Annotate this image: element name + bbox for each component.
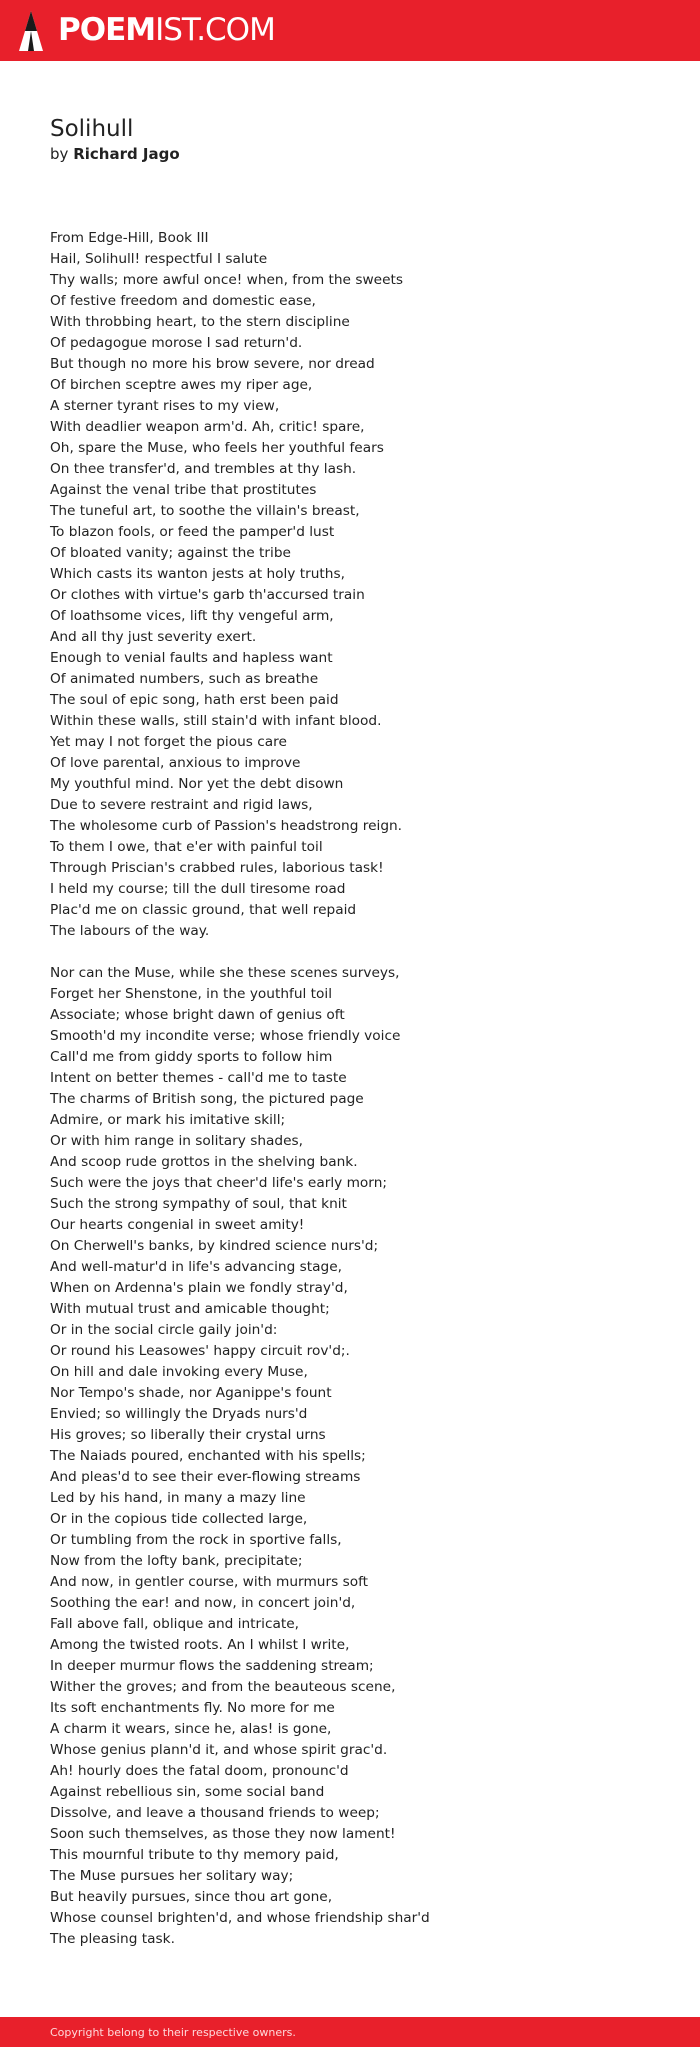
poem-line: Or tumbling from the rock in sportive falls, <box>50 1532 342 1548</box>
poem-line: Of love parental, anxious to improve <box>50 755 301 771</box>
poem-line: Whose genius plann'd it, and whose spirit grac'd. <box>50 1742 388 1758</box>
poem-line: Led by his hand, in many a mazy line <box>50 1490 306 1506</box>
poem-line: The wholesome curb of Passion's headstrong reign. <box>50 818 403 834</box>
poem-line: To blazon fools, or feed the pamper'd lust <box>50 524 335 540</box>
poem-line: Smooth'd my incondite verse; whose friendly voice <box>50 1028 401 1044</box>
poem-line: And now, in gentler course, with murmurs soft <box>50 1574 369 1590</box>
site-logo-link[interactable] <box>18 10 275 52</box>
poem-line: A sterner tyrant rises to my view, <box>50 398 280 414</box>
poem-title: Solihull <box>50 116 134 142</box>
poem-line: And all thy just severity exert. <box>50 629 257 645</box>
poem-line: A charm it wears, since he, alas! is gone, <box>50 1721 332 1737</box>
site-header <box>0 0 700 61</box>
poem-line: Soothing the ear! and now, in concert join'd, <box>50 1595 356 1611</box>
poem-line: Thy walls; more awful once! when, from the sweets <box>50 272 403 288</box>
poem-line: The tuneful art, to soothe the villain's breast, <box>50 503 360 519</box>
poem-line: Such were the joys that cheer'd life's early morn; <box>50 1175 387 1191</box>
poem-line: Now from the lofty bank, precipitate; <box>50 1553 303 1569</box>
site-footer <box>0 2017 700 2047</box>
poem-byline <box>50 144 650 164</box>
poem-line: And pleas'd to see their ever-flowing streams <box>50 1469 361 1485</box>
poem-stanza <box>50 228 650 942</box>
poem-line: Through Priscian's crabbed rules, laborious task! <box>50 860 384 876</box>
pen-nib-icon <box>18 10 44 52</box>
poem-line: Among the twisted roots. An I whilst I write, <box>50 1637 350 1653</box>
copyright-notice: Copyright belong to their respective owners. <box>50 2025 296 2039</box>
poem-container <box>50 114 650 1971</box>
poem-line: Nor Tempo's shade, nor Aganippe's fount <box>50 1385 332 1401</box>
poem-line: Within these walls, still stain'd with infant blood. <box>50 713 382 729</box>
poem-line: Dissolve, and leave a thousand friends to weep; <box>50 1805 380 1821</box>
poem-line: The Muse pursues her solitary way; <box>50 1868 294 1884</box>
poem-line: But though no more his brow severe, nor dread <box>50 356 375 372</box>
poem-line: This mournful tribute to thy memory paid, <box>50 1847 339 1863</box>
site-logo-text <box>58 12 275 48</box>
poem-line: Such the strong sympathy of soul, that knit <box>50 1196 347 1212</box>
poem-line: The soul of epic song, hath erst been paid <box>50 692 339 708</box>
poem-line: On hill and dale invoking every Muse, <box>50 1364 308 1380</box>
poem-line: When on Ardenna's plain we fondly stray'd, <box>50 1280 348 1296</box>
poem-line: Plac'd me on classic ground, that well repaid <box>50 902 357 918</box>
poem-stanza <box>50 963 650 1950</box>
poem-line: Or round his Leasowes' happy circuit rov'd;. <box>50 1343 350 1359</box>
logo-bold-part: POEM <box>58 12 156 48</box>
poem-line: Of festive freedom and domestic ease, <box>50 293 316 309</box>
poem-line: On thee transfer'd, and trembles at thy lash. <box>50 461 357 477</box>
poem-line: To them I owe, that e'er with painful toil <box>50 839 323 855</box>
poem-body <box>50 228 650 1950</box>
poem-line: Against the venal tribe that prostitutes <box>50 482 317 498</box>
poem-line: Or clothes with virtue's garb th'accursed train <box>50 587 365 603</box>
poem-line: Call'd me from giddy sports to follow him <box>50 1049 333 1065</box>
poem-line: Forget her Shenstone, in the youthful toil <box>50 986 333 1002</box>
logo-light-part: IST.COM <box>155 12 275 48</box>
poem-line: Fall above fall, oblique and intricate, <box>50 1616 300 1632</box>
poem-line: Hail, Solihull! respectful I salute <box>50 251 268 267</box>
poem-line: Admire, or mark his imitative skill; <box>50 1112 286 1128</box>
poem-line: Of birchen sceptre awes my riper age, <box>50 377 313 393</box>
poem-line: Of animated numbers, such as breathe <box>50 671 319 687</box>
poem-line: And well-matur'd in life's advancing stage, <box>50 1259 342 1275</box>
poem-line: Of loathsome vices, lift thy vengeful arm, <box>50 608 334 624</box>
poem-line: Oh, spare the Muse, who feels her youthful fears <box>50 440 384 456</box>
poem-line: I held my course; till the dull tiresome road <box>50 881 346 897</box>
poem-line: Associate; whose bright dawn of genius oft <box>50 1007 345 1023</box>
poem-line: Wither the groves; and from the beauteous scene, <box>50 1679 396 1695</box>
poem-line: The labours of the way. <box>50 923 210 939</box>
poem-line: Or in the social circle gaily join'd: <box>50 1322 278 1338</box>
poem-line: My youthful mind. Nor yet the debt disown <box>50 776 344 792</box>
poem-line: With deadlier weapon arm'd. Ah, critic! spare, <box>50 419 365 435</box>
poem-line: The Naiads poured, enchanted with his spells; <box>50 1448 366 1464</box>
poem-line: In deeper murmur flows the saddening stream; <box>50 1658 374 1674</box>
poem-line: Soon such themselves, as those they now lament! <box>50 1826 396 1842</box>
poem-line: Our hearts congenial in sweet amity! <box>50 1217 305 1233</box>
poem-line: On Cherwell's banks, by kindred science nurs'd; <box>50 1238 379 1254</box>
poem-line: And scoop rude grottos in the shelving bank. <box>50 1154 358 1170</box>
by-label: by <box>50 145 69 163</box>
poem-line: Or with him range in solitary shades, <box>50 1133 304 1149</box>
poem-line: Intent on better themes - call'd me to taste <box>50 1070 347 1086</box>
poem-line: With throbbing heart, to the stern discipline <box>50 314 350 330</box>
poem-line: Envied; so willingly the Dryads nurs'd <box>50 1406 308 1422</box>
poem-line: Nor can the Muse, while she these scenes surveys, <box>50 965 400 981</box>
poem-line: Enough to venial faults and hapless want <box>50 650 333 666</box>
poem-line: Whose counsel brighten'd, and whose friendship shar'd <box>50 1910 430 1926</box>
poem-line: The charms of British song, the pictured page <box>50 1091 364 1107</box>
poem-line: Or in the copious tide collected large, <box>50 1511 308 1527</box>
poem-line: Its soft enchantments fly. No more for me <box>50 1700 335 1716</box>
poem-line: His groves; so liberally their crystal urns <box>50 1427 326 1443</box>
poem-line: Yet may I not forget the pious care <box>50 734 287 750</box>
poem-line: Of bloated vanity; against the tribe <box>50 545 291 561</box>
poem-line: But heavily pursues, since thou art gone, <box>50 1889 333 1905</box>
poem-line: Against rebellious sin, some social band <box>50 1784 325 1800</box>
poem-line: With mutual trust and amicable thought; <box>50 1301 330 1317</box>
poem-line: Due to severe restraint and rigid laws, <box>50 797 313 813</box>
author-link[interactable]: Richard Jago <box>73 145 180 163</box>
poem-line: Ah! hourly does the fatal doom, pronounc'd <box>50 1763 349 1779</box>
poem-line: Of pedagogue morose I sad return'd. <box>50 335 303 351</box>
poem-line: Which casts its wanton jests at holy truths, <box>50 566 345 582</box>
poem-line: The pleasing task. <box>50 1931 175 1947</box>
poem-line: From Edge-Hill, Book III <box>50 230 209 246</box>
